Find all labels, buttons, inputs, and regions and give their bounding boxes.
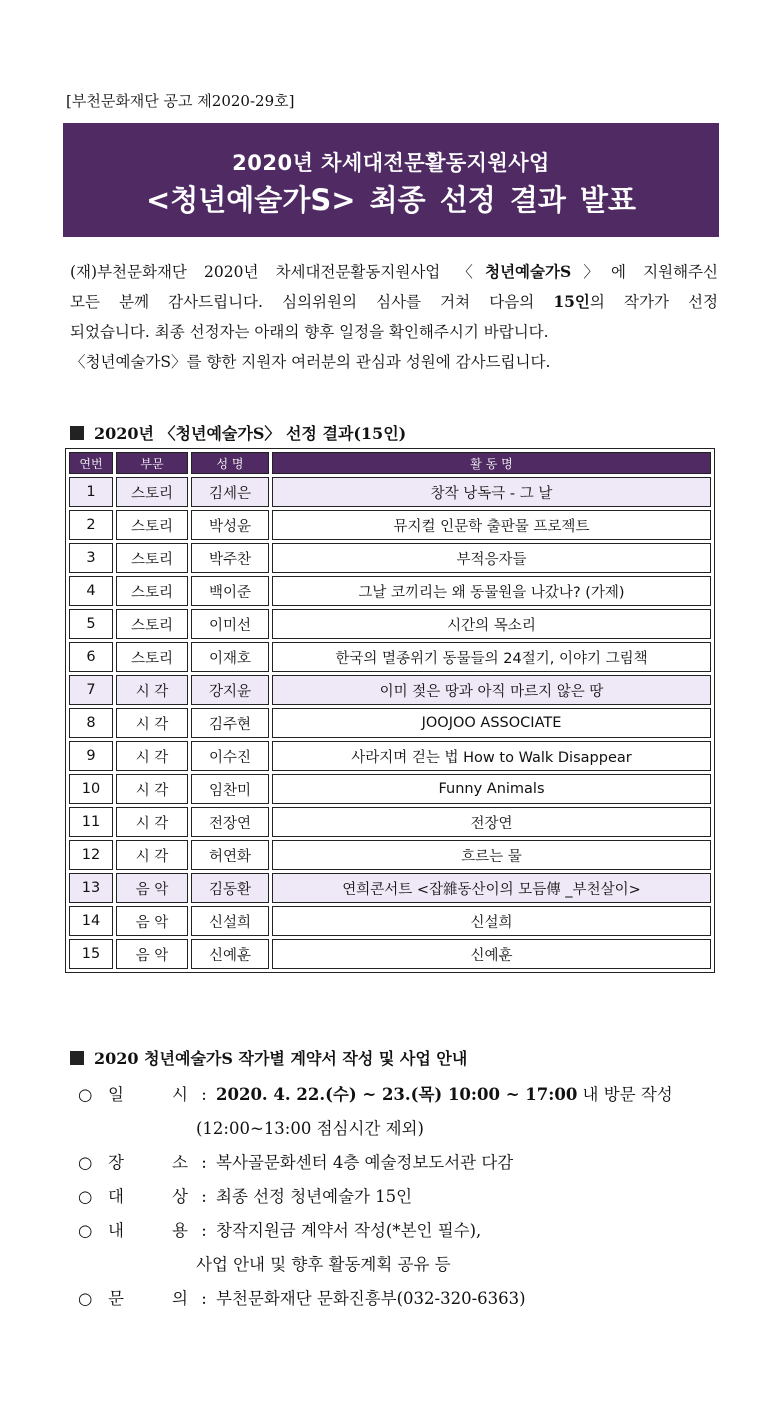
guide-value: 부천문화재단 문화진흥부(032-320-6363) (216, 1289, 526, 1308)
intro-line-2: 모든 분께 감사드립니다. 심의위원의 심사를 거쳐 다음의 15인의 작가가 선정 (70, 292, 719, 311)
results-section-title: 2020년 〈청년예술가S〉 선정 결과(15인) (70, 421, 406, 444)
guide-section-title: 2020 청년예술가S 작가별 계약서 작성 및 사업 안내 (70, 1046, 467, 1069)
table-row: 5 스토리 이미선 시간의 목소리 (69, 609, 711, 639)
intro-line-3: 되었습니다. 최종 선정자는 아래의 향후 일정을 확인해주시기 바랍니다. (70, 323, 549, 341)
table-row: 9 시 각 이수진 사라지며 걷는 법 How to Walk Disappear (69, 741, 711, 771)
banner-subtitle: 2020년 차세대전문활동지원사업 (232, 151, 550, 175)
table-row: 4 스토리 백이준 그날 코끼리는 왜 동물원을 나갔나? (가제) (69, 576, 711, 606)
table-row: 3 스토리 박주찬 부적응자들 (69, 543, 711, 573)
guide-item-contact: ○ 문 의 : 부천문화재단 문화진흥부(032-320-6363) (78, 1282, 673, 1316)
table-row: 6 스토리 이재호 한국의 멸종위기 동물들의 24절기, 이야기 그림책 (69, 642, 711, 672)
results-table (65, 448, 715, 973)
intro-line-1: (재)부천문화재단 2020년 차세대전문활동지원사업 〈청년예술가S〉에 지원해주신 (70, 262, 719, 281)
guide-value: 최종 선정 청년예술가 15인 (216, 1187, 413, 1206)
guide-value: 창작지원금 계약서 작성(*본인 필수), (216, 1221, 482, 1240)
guide-label: 대 상 (108, 1187, 188, 1206)
circle-bullet-icon: ○ (78, 1289, 93, 1308)
guide-label: 내 용 (108, 1221, 188, 1240)
table-row: 14 음 악 신설희 신설희 (69, 906, 711, 936)
circle-bullet-icon: ○ (78, 1221, 93, 1240)
program-name: 청년예술가S (485, 262, 572, 281)
table-row: 1 스토리 김세은 창작 낭독극 - 그 날 (69, 477, 711, 507)
guide-item-date: ○ 일 시 : 2020. 4. 22.(수) ~ 23.(목) 10:00 ~ 17:00 내 방문 작성 (78, 1078, 673, 1112)
banner-title: <청년예술가S> 최종 선정 결과 발표 (145, 183, 637, 217)
table-row: 11 시 각 전장연 전장연 (69, 807, 711, 837)
table-row: 10 시 각 임찬미 Funny Animals (69, 774, 711, 804)
notice-number: [부천문화재단 공고 제2020-29호] (66, 92, 295, 110)
guide-label: 장 소 (108, 1153, 188, 1172)
intro-paragraph (70, 257, 718, 377)
table-row: 8 시 각 김주현 JOOJOO ASSOCIATE (69, 708, 711, 738)
guide-value: 2020. 4. 22.(수) ~ 23.(목) 10:00 ~ 17:00 내 방문 작성 (216, 1085, 673, 1104)
title-banner (63, 123, 719, 237)
guide-item-content-cont: 사업 안내 및 향후 활동계획 공유 등 (196, 1255, 451, 1274)
header-number: 연번 (69, 452, 113, 474)
header-name: 성 명 (191, 452, 269, 474)
intro-line-4: 〈청년예술가S〉를 향한 지원자 여러분의 관심과 성원에 감사드립니다. (70, 353, 551, 371)
table-header-row (69, 452, 711, 474)
square-bullet-icon (70, 426, 84, 440)
table-row: 12 시 각 허연화 흐르는 물 (69, 840, 711, 870)
header-category: 부문 (116, 452, 188, 474)
table-row: 15 음 악 신예훈 신예훈 (69, 939, 711, 969)
guide-list (78, 1078, 673, 1316)
circle-bullet-icon: ○ (78, 1153, 93, 1172)
guide-item-date-note: (12:00~13:00 점심시간 제외) (196, 1119, 424, 1138)
square-bullet-icon (70, 1051, 84, 1065)
table-row: 7 시 각 강지윤 이미 젖은 땅과 아직 마르지 않은 땅 (69, 675, 711, 705)
selected-count: 15인 (553, 292, 590, 311)
table-row: 13 음 악 김동환 연희콘서트 <잡雜동산이의 모듬傳 _부천살이> (69, 873, 711, 903)
header-activity: 활 동 명 (272, 452, 711, 474)
guide-item-place: ○ 장 소 : 복사골문화센터 4층 예술정보도서관 다감 (78, 1146, 673, 1180)
guide-label: 일 시 (108, 1085, 188, 1104)
circle-bullet-icon: ○ (78, 1187, 93, 1206)
table-row: 2 스토리 박성윤 뮤지컬 인문학 출판물 프로젝트 (69, 510, 711, 540)
guide-value: 복사골문화센터 4층 예술정보도서관 다감 (216, 1153, 514, 1172)
circle-bullet-icon: ○ (78, 1085, 93, 1104)
guide-label: 문 의 (108, 1289, 188, 1308)
guide-item-target: ○ 대 상 : 최종 선정 청년예술가 15인 (78, 1180, 673, 1214)
guide-item-content: ○ 내 용 : 창작지원금 계약서 작성(*본인 필수), (78, 1214, 673, 1248)
